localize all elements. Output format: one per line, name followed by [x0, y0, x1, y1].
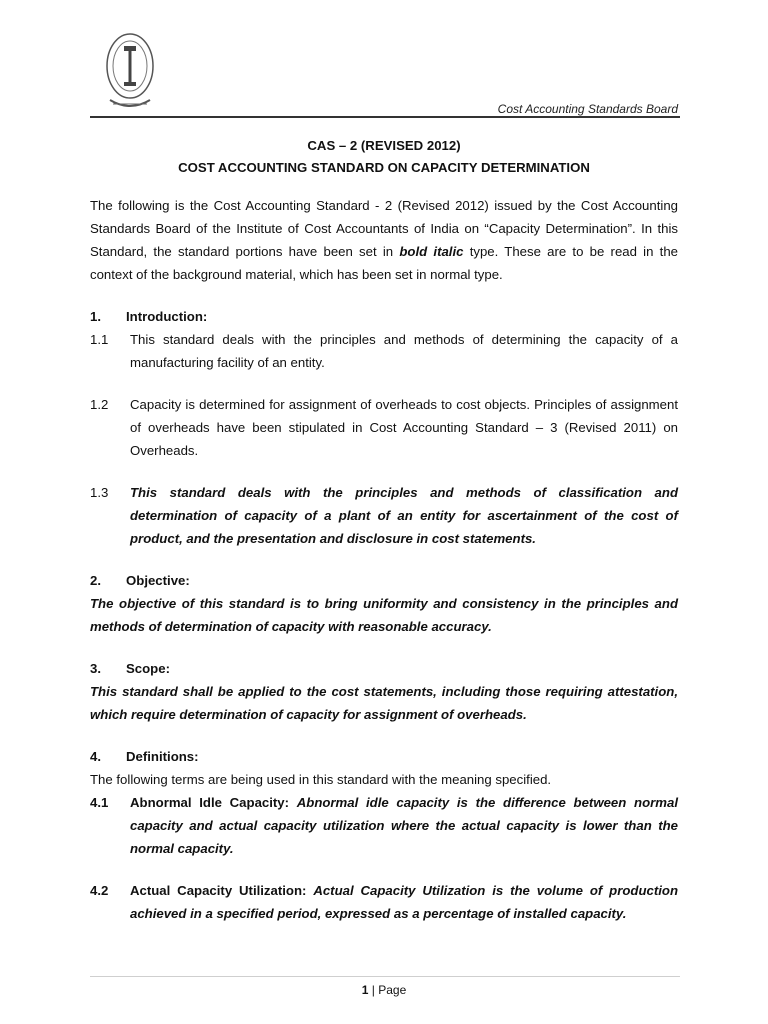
- clause-4-1: 4.1 Abnormal Idle Capacity: Abnormal idle capacity is the difference between normal capacity and actual capacity utilization where the actual capacity is lower than the normal capacity.: [90, 795, 678, 856]
- clause-1-3: 1.3 This standard deals with the principles and methods of classification and determination of capacity of a plant of an entity for ascertainment of the cost of product, and the presentation and disclosure in cost statements.: [90, 485, 678, 546]
- section-heading-definitions: 4. Definitions:: [90, 749, 199, 764]
- intro-paragraph: The following is the Cost Accounting Standard - 2 (Revised 2012) issued by the Cost Accounting Standards Board of the Institute of Cost Accountants of India on “Capacity Determination”. In this Standard, the standard portions have been set in bold italic type. These are to be read in the context of the background material, which has been set in normal type.: [90, 198, 678, 282]
- board-name: Cost Accounting Standards Board: [497, 102, 678, 116]
- clause-1-1: 1.1 This standard deals with the principles and methods of determining the capacity of a manufacturing facility of an entity.: [90, 332, 678, 370]
- clause-4-2: 4.2 Actual Capacity Utilization: Actual Capacity Utilization is the volume of production achieved in a specified period, expressed as a percentage of installed capacity.: [90, 883, 678, 921]
- page-label: Page: [378, 983, 407, 997]
- definitions-lead: The following terms are being used in this standard with the meaning specified.: [90, 772, 552, 787]
- clause-1-2: 1.2 Capacity is determined for assignment of overheads to cost objects. Principles of assignment of overheads have been stipulated in Cost Accounting Standard – 3 (Revised 2011) on Overheads.: [90, 397, 678, 458]
- document-body: [90, 194, 678, 925]
- doc-title-line2: COST ACCOUNTING STANDARD ON CAPACITY DETERMINATION: [178, 160, 590, 175]
- scope-text: This standard shall be applied to the cost statements, including those requiring attestation, which require determination of capacity for assignment of overheads.: [90, 684, 678, 722]
- section-heading-objective: 2. Objective:: [90, 573, 190, 588]
- term-actual-capacity-utilization: Actual Capacity Utilization:: [130, 883, 307, 898]
- page-number: 1: [361, 983, 369, 997]
- section-heading-scope: 3. Scope:: [90, 661, 170, 676]
- intro-emphasis: bold italic: [399, 244, 464, 259]
- header-rule: [90, 116, 680, 118]
- objective-text: The objective of this standard is to bring uniformity and consistency in the principles and methods of determination of capacity with reasonable accuracy.: [90, 596, 678, 634]
- page-footer: 1 | Page: [361, 983, 407, 997]
- footer-rule: [90, 976, 680, 977]
- doc-title-line1: CAS – 2 (REVISED 2012): [307, 138, 461, 153]
- term-abnormal-idle-capacity: Abnormal Idle Capacity:: [130, 795, 290, 810]
- section-heading-introduction: 1. Introduction:: [90, 309, 208, 324]
- institute-logo: [104, 30, 156, 114]
